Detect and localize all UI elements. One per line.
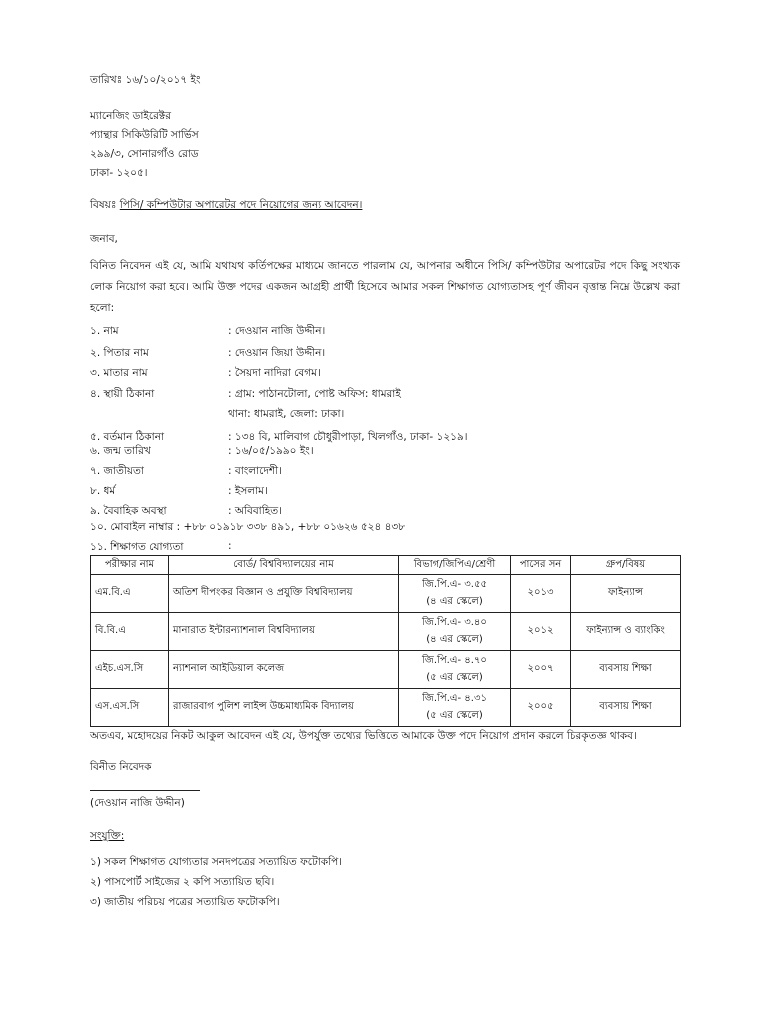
field-value: : অবিবাহিত। <box>228 505 282 517</box>
cell-board: মানারাত ইন্টারন্যাশনাল বিশ্ববিদ্যালয় <box>169 613 399 651</box>
cell-year: ২০০৫ <box>511 689 571 727</box>
field-label: ৮. ধর্ম <box>90 485 116 497</box>
header-board: বোর্ড/ বিশ্ববিদ্যালয়ের নাম <box>169 556 399 575</box>
cell-exam: বি.বি.এ <box>91 613 169 651</box>
date-line: তারিখঃ ১৬/১০/২০১৭ ইং <box>90 74 201 86</box>
recipient-company: প্যান্থার সিকিউরিটি সার্ভিস <box>90 129 199 141</box>
cell-board: অতিশ দীপংকর বিজ্ঞান ও প্রযুক্তি বিশ্ববিদ্যালয় <box>169 575 399 613</box>
field-value: : সৈয়দা নাদিরা বেগম। <box>228 367 321 379</box>
result-scale: (৪ এর স্কেলে) <box>426 633 483 645</box>
cell-year: ২০০৭ <box>511 651 571 689</box>
cell-result <box>399 575 511 613</box>
cell-year: ২০১২ <box>511 613 571 651</box>
cell-exam: এম.বি.এ <box>91 575 169 613</box>
field-value: : দেওয়ান জিয়া উদ্দীন। <box>228 347 326 359</box>
education-row <box>91 651 681 689</box>
education-row <box>91 575 681 613</box>
intro-paragraph: বিনিত নিবেদন এই যে, আমি যথাযথ কর্তিপক্ষের মাধ্যমে জানতে পারলাম যে, আপনার অধীনে পিসি/ কম্পিউটার অপারেটর পদে কিছু সংখ্যক লোক নিয়োগ করা হবে। আমি উক্ত পদের একজন আগ্রহী প্রার্থী হিসেবে আমার সকল শিক্ষাগত যোগ্যতাসহ পূর্ণ জীবন বৃত্তান্ত নিম্নে উল্লেখ করা হলো: <box>90 260 680 314</box>
field-label: ৩. মাতার নাম <box>90 367 148 379</box>
education-row <box>91 613 681 651</box>
closing-paragraph: অতএব, মহোদয়ের নিকট আকুল আবেদন এই যে, উপর্যুক্ত তথ্যের ভিত্তিতে আমাকে উক্ত পদে নিয়োগ প্রদান করলে চিরকৃতজ্ঞ থাকব। <box>90 730 637 742</box>
signature-line <box>90 790 200 791</box>
signoff: বিনীত নিবেদক <box>90 761 152 773</box>
result-gpa: জি.পি.এ- ৪.৭০ <box>422 654 487 666</box>
signature-name: (দেওয়ান নাজি উদ্দীন) <box>90 797 185 809</box>
field-label: ৬. জন্ম তারিখ <box>90 445 151 457</box>
enclosure-item: ৩) জাতীয় পরিচয় পত্রের সত্যায়িত ফটোকপি। <box>90 896 280 908</box>
cell-result <box>399 651 511 689</box>
header-year: পাসের সন <box>511 556 571 575</box>
education-label: ১১. শিক্ষাগত যোগ্যতা <box>90 541 184 553</box>
result-scale: (৫ এর স্কেলে) <box>426 671 483 683</box>
field-value: : দেওয়ান নাজি উদ্দীন। <box>228 325 326 337</box>
education-row <box>91 689 681 727</box>
field-label: ৭. জাতীয়তা <box>90 465 144 477</box>
field-value: : বাংলাদেশী। <box>228 465 282 477</box>
field-label: ২. পিতার নাম <box>90 347 149 359</box>
field-label: ৪. স্থায়ী ঠিকানা <box>90 388 155 400</box>
subject-line <box>90 198 362 215</box>
field-value: : ১৬/০৫/১৯৯০ ইং। <box>228 445 314 457</box>
education-header-row <box>91 556 681 575</box>
cell-result <box>399 613 511 651</box>
enclosures-title: সংযুক্তি: <box>90 830 125 842</box>
cell-exam: এইচ.এস.সি <box>91 651 169 689</box>
field-value: : ১৩৪ বি, মালিবাগ চৌধুরীপাড়া, খিলগাঁও, ঢাকা- ১২১৯। <box>228 431 468 443</box>
result-gpa: জি.পি.এ- ৩.৫৫ <box>422 578 487 590</box>
enclosure-item: ১) সকল শিক্ষাগত যোগ্যতার সনদপত্রের সত্যায়িত ফটোকপি। <box>90 856 342 868</box>
result-scale: (৪ এর স্কেলে) <box>426 595 483 607</box>
field-value: : গ্রাম: পাঠানটোলা, পোষ্ট অফিস: ধামরাই <box>228 388 401 400</box>
field-value: থানা: ধামরাই, জেলা: ঢাকা। <box>228 408 345 420</box>
result-scale: (৫ এর স্কেলে) <box>426 709 483 721</box>
cell-group: ফাইন্যান্স ও ব্যাংকিং <box>571 613 681 651</box>
header-result: বিভাগ/জিপিএ/শ্রেণী <box>399 556 511 575</box>
salutation: জনাব, <box>90 233 118 245</box>
recipient-city: ঢাকা- ১২০৫। <box>90 167 148 179</box>
cell-exam: এস.এস.সি <box>91 689 169 727</box>
cell-year: ২০১৩ <box>511 575 571 613</box>
mobile-line: ১০. মোবাইল নাম্বার : +৮৮ ০১৯১৮ ৩৩৮ ৪৯১, +৮৮ ০১৬২৬ ৫২৪ ৪৩৮ <box>90 521 406 533</box>
result-gpa: জি.পি.এ- ৪.৩১ <box>422 692 487 704</box>
field-label: ৫. বর্তমান ঠিকানা <box>90 431 165 443</box>
field-value: : ইসলাম। <box>228 485 268 497</box>
header-exam: পরীক্ষার নাম <box>91 556 169 575</box>
field-label: ৯. বৈবাহিক অবস্থা <box>90 505 167 517</box>
recipient-street: ২৯৯/৩, সোনারগাঁও রোড <box>90 148 199 160</box>
cell-group: ব্যবসায় শিক্ষা <box>571 689 681 727</box>
cell-group: ফাইন্যান্স <box>571 575 681 613</box>
subject-text: পিসি/ কম্পিউটার অপারেটর পদে নিয়োগের জন্য আবেদন। <box>119 199 363 211</box>
education-colon: : <box>228 540 232 552</box>
subject-label: বিষয়ঃ <box>90 199 117 211</box>
enclosure-item: ২) পাসপোর্ট সাইজের ২ কপি সত্যায়িত ছবি। <box>90 876 275 888</box>
recipient-designation: ম্যানেজিং ডাইরেক্টর <box>90 110 172 122</box>
cell-board: রাজারবাগ পুলিশ লাইন্স উচ্চমাধ্যমিক বিদ্যালয় <box>169 689 399 727</box>
header-group: গ্রুপ/বিষয় <box>571 556 681 575</box>
cell-board: ন্যাশনাল আইডিয়াল কলেজ <box>169 651 399 689</box>
field-label: ১. নাম <box>90 325 119 337</box>
result-gpa: জি.পি.এ- ৩.৪০ <box>422 616 487 628</box>
cell-result <box>399 689 511 727</box>
education-table <box>90 555 681 727</box>
cell-group: ব্যবসায় শিক্ষা <box>571 651 681 689</box>
